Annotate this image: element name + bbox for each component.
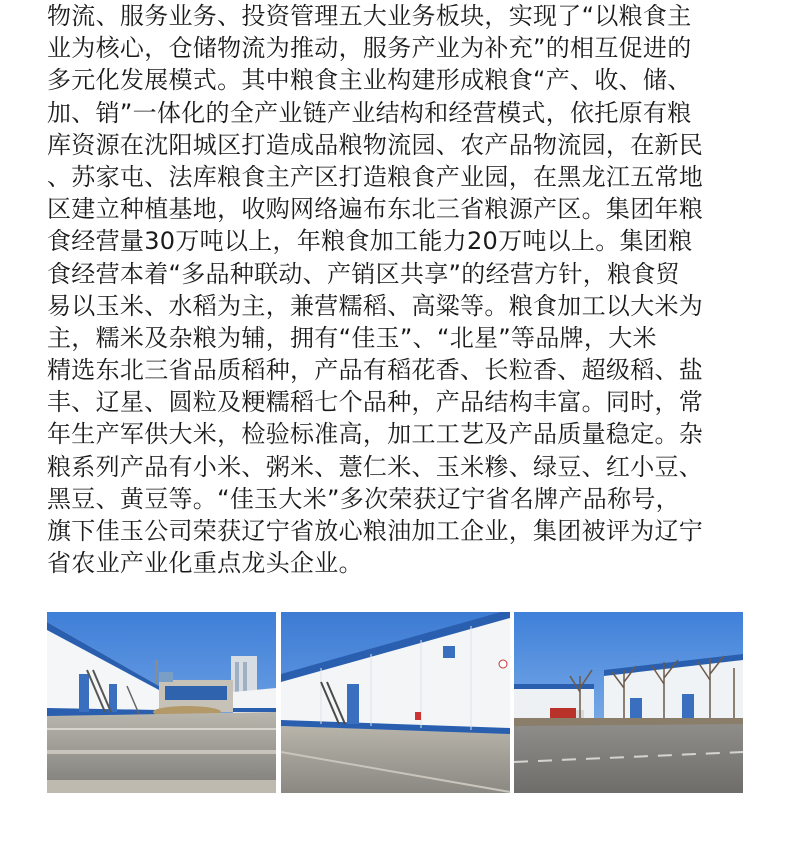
photo-strip	[47, 612, 743, 793]
text-line: 业为核心，仓储物流为推动，服务产业为补充”的相互促进的	[47, 34, 692, 63]
article-text	[47, 0, 747, 579]
text-line: 粮系列产品有小米、粥米、薏仁米、玉米糁、绿豆、红小豆、	[47, 452, 704, 481]
warehouse-yard-image	[47, 612, 276, 793]
warehouse-front-photo	[281, 612, 510, 793]
warehouse-front-image	[281, 612, 510, 793]
text-line: 旗下佳玉公司荣获辽宁省放心粮油加工企业，集团被评为辽宁	[47, 517, 704, 545]
text-line: 丰、辽星、圆粒及粳糯稻七个品种，产品结构丰富。同时，常	[47, 388, 704, 417]
text-line: 省农业产业化重点龙头企业。	[47, 549, 363, 578]
text-line: 黑豆、黄豆等。“佳玉大米”多次荣获辽宁省名牌产品称号，	[47, 484, 680, 513]
warehouse-trees-photo	[514, 612, 743, 793]
warehouse-yard-photo	[47, 612, 276, 793]
text-line: 、苏家屯、法库粮食主产区打造粮食产业园，在黑龙江五常地	[47, 162, 704, 191]
text-line: 库资源在沈阳城区打造成品粮物流园、农产品物流园，在新民	[47, 130, 704, 159]
text-line: 多元化发展模式。其中粮食主业构建形成粮食“产、收、储、	[47, 66, 692, 95]
text-line: 物流、服务业务、投资管理五大业务板块，实现了“以粮食主	[47, 2, 692, 30]
text-line: 年生产军供大米，检验标准高，加工工艺及产品质量稳定。杂	[47, 420, 704, 449]
text-line: 精选东北三省品质稻种，产品有稻花香、长粒香、超级稻、盐	[47, 356, 704, 385]
warehouse-trees-image	[514, 612, 743, 793]
text-line: 易以玉米、水稻为主，兼营糯稻、高粱等。粮食加工以大米为	[47, 291, 704, 320]
text-line: 区建立种植基地，收购网络遍布东北三省粮源产区。集团年粮	[47, 195, 704, 224]
text-line: 加、销”一体化的全产业链产业结构和经营模式，依托原有粮	[47, 98, 692, 127]
text-line: 食经营量30万吨以上，年粮食加工能力20万吨以上。集团粮	[47, 227, 693, 256]
text-line: 主，糯米及杂粮为辅，拥有“佳玉”、“北星”等品牌，大米	[47, 323, 657, 352]
text-line: 食经营本着“多品种联动、产销区共享”的经营方针，粮食贸	[47, 259, 680, 288]
